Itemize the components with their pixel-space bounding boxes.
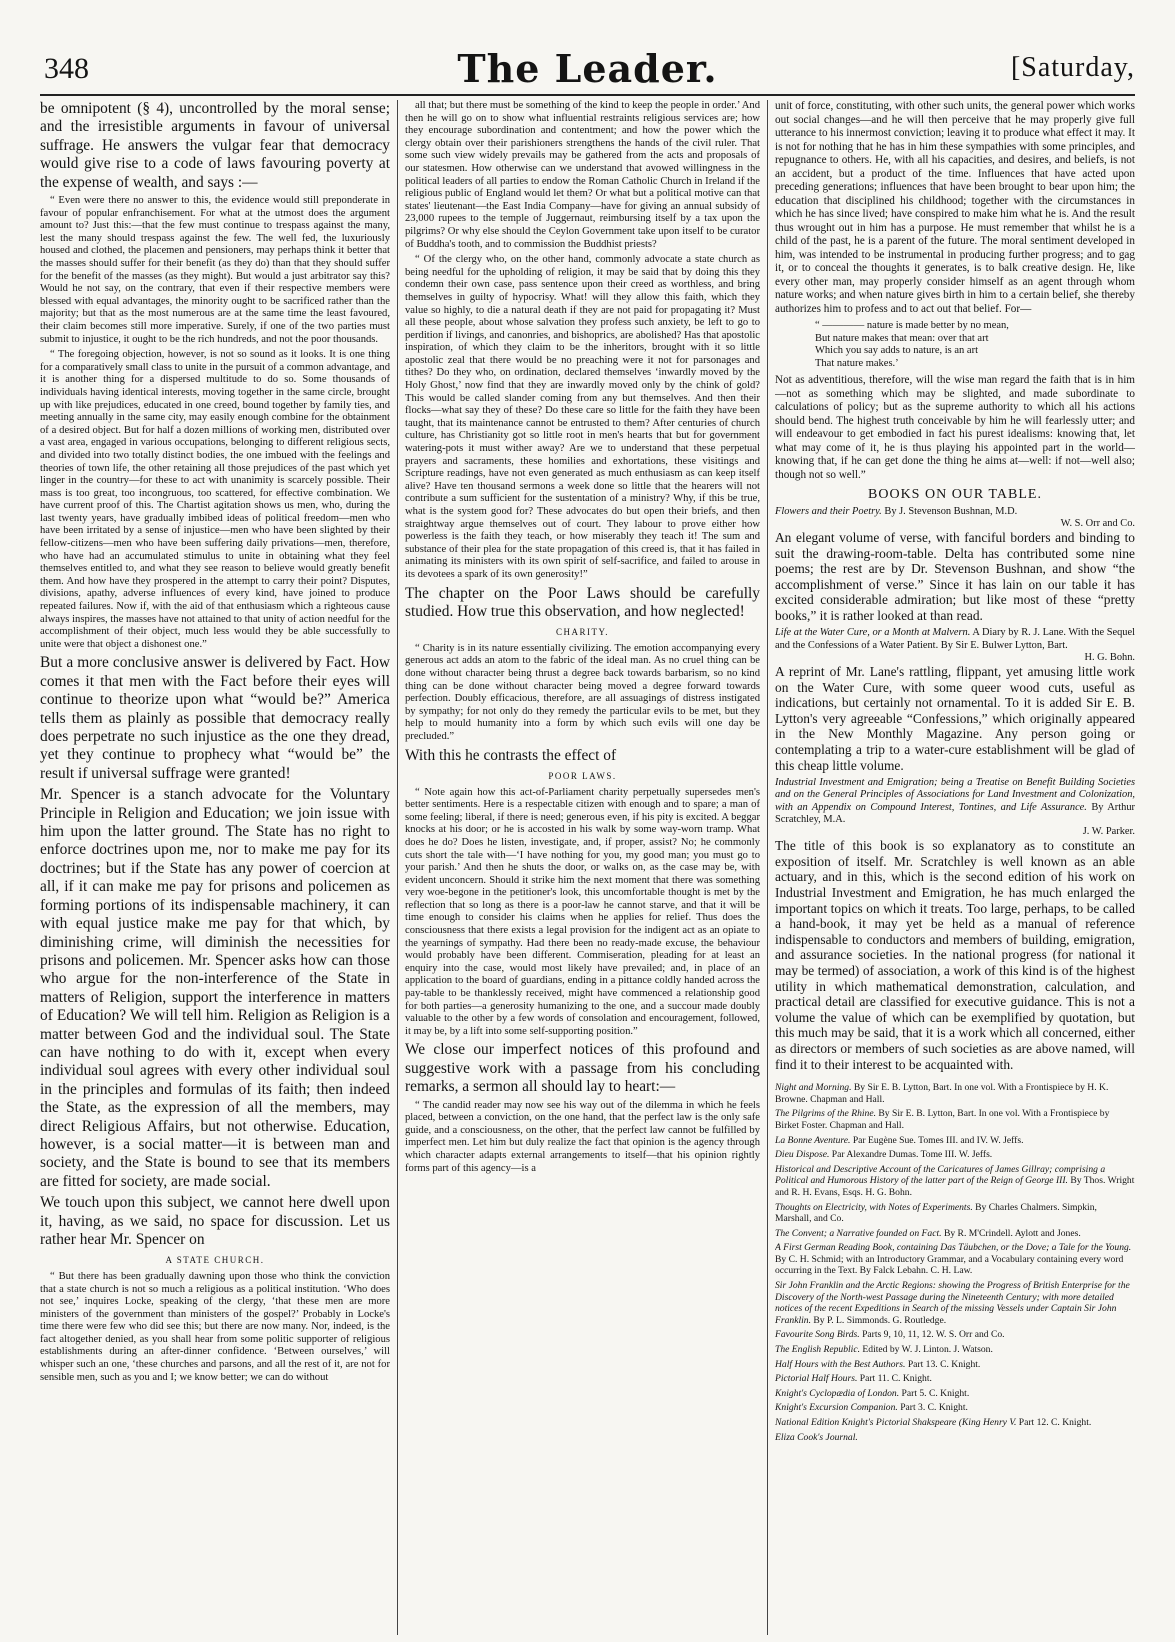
list-item: Knight's Excursion Companion. Part 3. C. Knight.	[775, 1402, 968, 1414]
list-item: Thoughts on Electricity, with Notes of Experiments. By Charles Chalmers. Simpkin, Marshall, and Co.	[775, 1201, 1097, 1225]
list-item: The Pilgrims of the Rhine. By Sir E. B. Lytton, Bart. In one vol. With a Frontispiece by Birket Foster. Chapman and Hall.	[775, 1108, 1110, 1131]
page-number: 348	[44, 52, 89, 85]
book-publisher: W. S. Orr and Co.	[1060, 517, 1135, 529]
verse-line: But nature makes that mean: over that art	[815, 332, 989, 344]
subheading: POOR LAWS.	[548, 771, 617, 782]
quotation: “ Note again how this act-of-Parliament charity perpetually supersedes men's better sentiments. Here is a respectable citizen with enough and to spare; a man of some feeling; liberal, if there is need; generous even, if his pity is excited. A beggar knocks at his door; or he is accosted in his walk by some way-worn tramp. What does he do? Does he listen, investigate, and, if proper, assist? No; he commonly cuts short the tale with—‘I have nothing for you, my good man; you must go to your parish.’ And then he shuts the door, or walks on, as the case may be, with evident unconcern. Should it strike him the next moment that there was something very woe-begone in the petitioner's look, this uncomfortable thought is met by the reflection that so long as there is a poor-law he cannot starve, and that it will be time enough to consider his claims when he applies for relief. Thus does the consciousness that there exists a legal provision for the indigent act as an opiate to the yearnings of sympathy. Had there been no ready-made excuse, the behaviour would probably have been different. Commiseration, pleading for at least an enquiry into the case, would most likely have prevailed; and, in place of an application to the board of guardians, ending in a pittance coldly handed across the pay-table to be thanklessly received, might have commenced a relationship good for both parties—a generosity humanizing to the one, and a succour made doubly valuable to the other by a few words of consolation and encouragement, followed, it may be, by a lift into some self-supporting position.”	[405, 786, 760, 1037]
verse-quote	[775, 320, 1135, 370]
list-item: Knight's Cyclopædia of London. Part 5. C. Knight.	[775, 1387, 970, 1399]
paragraph: Not as adventitious, therefore, will the wise man regard the faith that is in him—not as something which may be slighted, and made subordinate to calculations of policy; but as the supreme authority to which all his actions should bend. The highest truth conceivable by him he will fearlessly utter; and will endeavour to get embodied in fact his purest idealisms: knowing that, let what may come of it, he is thus playing his appointed part in the world—knowing that, if he can get done the thing he aims at—well: if not—well also; though not so well.”	[775, 374, 1135, 481]
newspaper-title: The Leader.	[457, 46, 718, 91]
review-text: A reprint of Mr. Lane's rattling, flippant, yet amusing little work on the Water Cure, with some queer wood cuts, useful as indications, but certainly not ornamental. To it is added Sir E. B. Lytton's very agreeable “Confessions,” which originally appeared in the New Monthly Magazine. Any person going or contemplating a trip to a water-cure establishment will be glad of this cheap little volume.	[775, 664, 1135, 773]
paragraph: unit of force, constituting, with other such units, the general power which works out social changes—and he will then perceive that he may properly give full utterance to his innermost conviction; leaving it to produce what effect it may. It is not for nothing that he has in him these sympathies with some principles, and repugnance to others. He, with all his capacities, and desires, and beliefs, is not an accident, but a product of the time. Influences that have acted upon preceding generations; influences that have been brought to bear upon him; the education that disciplined his childhood; together with the circumstances in which he has since lived; have conspired to make him what he is. And the result thus wrought out in him has a purpose. He must remember that whilst he is a child of the past, he is a parent of the future. The moral sentiment developed in him, was intended to be instrumental in producing further progress; and to gag it, or to conceal the thoughts it generates, is to balk creative design. He, like every other man, may properly consider himself as an agent through whom nature works; and when nature gives birth in him to a certain belief, she thereby authorizes him to profess and to act out that belief. For—	[775, 100, 1135, 315]
section-heading: BOOKS ON OUR TABLE.	[868, 487, 1042, 502]
quotation: “ Of the clergy who, on the other hand, commonly advocate a state church as being needful for the upholding of religion, it may be said that by doing this they condemn their own case, pass sentence upon their creed as worthless, and bring themselves in guilty of hypocrisy. What! will they allow this faith, which they value so highly, to die a natural death if they are not paid for propagating it? Must all these people, about whose salvation they profess such anxiety, be left to go to perdition if livings, and canonries, and bishoprics, are abolished? Has that apostolic inspiration, of which they claim to be the inheritors, brought with it so little apostolic zeal that there would be no preaching were it not for parsonages and tithes? Do they who, on ordination, declared themselves ‘inwardly moved by the Holy Ghost,’ now find that they are inwardly moved only by the chink of gold? This would be called slander coming from any but themselves. And then their flocks—what say they of these? Do these care so little for the faith they have been taught, that its maintenance cannot be entrusted to them? After centuries of church culture, has Christianity got so little root in men's hearts that but for government watering-pots it must wither away? Are we to understand that these perpetual prayers and sacraments, these homilies and exhortations, these visitings and Scripture readings, have not even generated as much enthusiasm as can keep itself alive? Have ten thousand sermons a week done so little that the hearers will not contribute a sum sufficient for the sustentation of a ministry? Why, if this be true, what is the system good for? These advocates do but open their briefs, and then straightway argue themselves out of court. They labour to prove either how powerless is the faith they teach, or how miserably they teach it! The sum and substance of their plea for the state propagation of this creed is, that it has failed in animating its ministers with its own spirit of self-sacrifice, and failed to arouse in its devotees a spark of its own generosity!”	[405, 254, 760, 580]
book-author: A Diary by R. J. Lane. With the Sequel and the Confessions of a Water Patient. By Sir E. Bulwer Lytton, Bart.	[775, 627, 1135, 651]
quotation: “ The candid reader may now see his way out of the dilemma in which he feels placed, between a conviction, on the one hand, that the perfect law is the only safe guide, and a consciousness, on the other, that the perfect law cannot be fulfilled by imperfect men. Let him but duly realize the fact that opinion is the agency through which character adapts external arrangements to itself—that his opinion rightly forms part of this agency—is a	[405, 1099, 760, 1174]
books-received-list	[775, 1082, 1135, 1443]
masthead-rule	[40, 94, 1135, 96]
quotation: all that; but there must be something of the kind to keep the people in order.’ And then he will go on to show what influential restraints religious services are; how they encourage subordination and contentment; and how the power which the clergy obtain over their parishioners strengthens the hands of the civil ruler. That some such view widely prevails may be gathered from the acts and proposals of our statesmen. How otherwise can we understand that avowed willingness in the political leaders of all parties to endow the Roman Catholic Church in Ireland if the religious public of England would let them? Or what but a political motive can that states' lieutenant—the East India Company—have for giving an annual subsidy of 23,000 rupees to the temple of Juggernaut, reimbursing itself by a tax upon the pilgrims? Or why else should the Ceylon Government take upon itself to be curator of Buddha's tooth, and to commission the Buddhist priests?	[405, 100, 760, 250]
column-divider	[397, 100, 398, 1635]
quotation: “ Charity is in its nature essentially civilizing. The emotion accompanying every generous act adds an atom to the fabric of the ideal man. As no cruel thing can be done without character being thrust a degree back towards barbarism, so no kind thing can be done without character being moved a degree forward towards perfection. Doubly efficacious, therefore, are all assuagings of distress instigated by sympathy; for not only do they remedy the particular evils to be met, but they help to mould humanity into a form by which such evils will one day be precluded.”	[405, 642, 760, 743]
list-item: The English Republic. Edited by W. J. Linton. J. Watson.	[775, 1344, 993, 1356]
column-1	[40, 100, 390, 1640]
subheading: CHARITY.	[555, 627, 610, 638]
book-title: Industrial Investment and Emigration; being a Treatise on Benefit Building Societies and on the General Principles of Associations for Land Investment and Colonization, with an Appendix on Compound Interest, Tontines, and Life Assurance.	[775, 777, 1135, 813]
list-item: Sir John Franklin and the Arctic Regions: showing the Progress of British Enterprise for the Discovery of the North-west Passage during the Nineteenth Century; with more detailed notices of the recent Expeditions in Search of the missing Vessels under Captain Sir John Franklin. By P. L. Simmonds. G. Routledge.	[775, 1280, 1130, 1326]
paragraph: But a more conclusive answer is delivered by Fact. How comes it that men with the Fact before their eyes will continue to theorize upon what “would be?” America tells them as plainly as possible that democracy really does perpetrate no such injustice as the one they dread, yet they continue to prophecy what “would be” the result if universal suffrage were granted!	[40, 654, 390, 782]
book-publisher: H. G. Bohn.	[1084, 651, 1135, 663]
list-item: La Bonne Aventure. Par Eugène Sue. Tomes III. and IV. W. Jeffs.	[775, 1134, 1024, 1146]
list-item: The Convent; a Narrative founded on Fact. By R. M'Crindell. Aylott and Jones.	[775, 1227, 1081, 1239]
quotation: “ But there has been gradually dawning upon those who think the conviction that a state church is not so much a religious as a political institution. ‘Who does not see,’ inquires Locke, speaking of the clergy, ‘that these men are more ministers of the government than ministers of the gospel?’ Probably in Locke's time there were few who did see this; but there are now many. Nor, indeed, is the fact altogether denied, as you shall hear from some politic supporter of religious establishments during an after-dinner confidence. ‘Between ourselves,’ will whisper such an one, ‘these churches and parsons, and all the rest of it, are not for sensible men, such as you and I; we know better; we can do without	[40, 1270, 390, 1383]
column-2	[405, 100, 760, 1640]
quotation: “ The foregoing objection, however, is not so sound as it looks. It is one thing for a comparatively small class to unite in the pursuit of a common advantage, and it is another thing for a dispersed multitude to do so. Some thousands of individuals having identical interests, moving together in the same circle, brought up with like prejudices, educated in one creed, bound together by family ties, and meeting annually in the same city, may easily enough combine for the obtainment of a desired object. But for half a dozen millions of working men, distributed over a vast area, engaged in various occupations, belonging to different religious sects, and divided into two totally distinct bodies, the one imbued with the feelings and theories of town life, the other retaining all those prejudices of the past which yet linger in the country—for these to act with unanimity is scarcely possible. Their mass is too great, too incongruous, too scattered, for effective combination. We have current proof of this. The Chartist agitation shows us men, who, during the last twenty years, have gradually imbibed ideas of political freedom—men who have been irritated by a sense of injustice—men who have been slighted by their fellow-citizens—men who have been suffering daily privations—men, therefore, who have had an accumulated stimulus to unite in obtaining what they feel themselves entitled to, and what they see reason to believe would greatly benefit them. And how have they prospered in the attempt to carry their point? Disputes, divisions, apathy, adverse influences of every kind, have joined to produce repeated failures. Now if, with the aid of that enthusiasm which a righteous cause always inspires, the masses have not attained to that unity of action needful for the accomplishment of their object, much less would they be able successfully to unite were that object a dishonest one.”	[40, 349, 390, 650]
list-item: Night and Morning. By Sir E. B. Lytton, Bart. In one vol. With a Frontispiece by H. K. Browne. Chapman and Hall.	[775, 1082, 1109, 1105]
verse-line: “ ———— nature is made better by no mean,	[815, 320, 1009, 331]
list-item: Historical and Descriptive Account of the Caricatures of James Gillray; comprising a Political and Humorous History of the latter part of the Reign of George III. By Thos. Wright and R. H. Evans, Esqs. H. G. Bohn.	[775, 1163, 1135, 1198]
column-divider	[767, 100, 768, 1635]
list-item: National Edition Knight's Pictorial Shakspeare (King Henry V. Part 12. C. Knight.	[775, 1417, 1092, 1428]
review-text: The title of this book is so explanatory as to constitute an exposition of itself. Mr. Scratchley is well known as an able actuary, and in this, which is the second edition of his work on Industrial Investment and Emigration, he has much enlarged the important topics on which it treats. Too large, perhaps, to be called a hand-book, it may yet be held as a manual of reference indispensable to conductors and members of building, emigration, and assurance societies. In the national progress (for national it may be termed) of association, a work of this kind is of the highest utility in which mathematical demonstration, calculation, and practical detail are classified for executive guidance. This is not a volume the value of which can be exemplified by quotation, but this much may be said, that it is a work which all concerned, either as directors or members of such societies as are above named, will find it to their interest to be acquainted with.	[775, 838, 1135, 1072]
paragraph: Mr. Spencer is a stanch advocate for the Voluntary Principle in Religion and Education; we join issue with him upon the latter ground. The State has no right to enforce doctrines upon me, nor to make me pay for its doctrines; but if the State has any power of coercion at all, if it can make me pay for prisons and policemen as forming portions of its indispensable machinery, it can with equal justice make me pay for that which, by diminishing crime, will diminish the necessities for prisons and policemen. Mr. Spencer asks how can those who argue for the non-interference of the State in matters of Religion, support the interference in matters of Education? We will tell him. Religion as Religion is a matter between God and the individual soul. The State can have nothing to do with it, except when every individual soul agrees with every other individual soul in the principles and formulas of its faith; then indeed the State, as the expression of all the members, may direct Religious Affairs, but not otherwise. Education, however, is a social matter—it is between man and society, and the State is bound to see that its members are fitted for society, are made social.	[40, 786, 390, 1190]
list-item: Favourite Song Birds. Parts 9, 10, 11, 12. W. S. Orr and Co.	[775, 1329, 1005, 1341]
book-title: Flowers and their Poetry.	[775, 505, 882, 517]
book-author: By J. Stevenson Bushnan, M.D.	[884, 505, 1018, 517]
book-review	[775, 777, 1135, 1072]
list-item: Eliza Cook's Journal.	[775, 1431, 858, 1443]
verse-line: That nature makes.’	[815, 357, 899, 369]
book-publisher: J. W. Parker.	[1082, 826, 1135, 838]
book-title: Life at the Water Cure, or a Month at Malvern.	[775, 627, 971, 639]
book-author: By Arthur Scratchley, M.A.	[775, 801, 1135, 825]
issue-day: [Saturday,	[1010, 52, 1135, 83]
book-review	[775, 627, 1135, 773]
paragraph: With this he contrasts the effect of	[405, 746, 617, 764]
paragraph: be omnipotent (§ 4), uncontrolled by the moral sense; and the irresistible arguments in favour of universal suffrage. He answers the vulgar fear that democracy would give rise to a code of laws favouring poverty at the expense of wealth, and says :—	[40, 100, 390, 191]
review-text: An elegant volume of verse, with fanciful borders and binding to suit the drawing-room-table. Delta has contributed some nine poems; the rest are by Dr. Stevenson Bushnan, and show “the accomplishment of verse.” Since it has lain on our table it has excited considerable admiration; but like most of these “pretty books,” it is rather looked at than read.	[775, 529, 1135, 623]
paragraph: We touch upon this subject, we cannot here dwell upon it, having, as we said, no space for discussion. Let us rather hear Mr. Spencer on	[40, 1194, 390, 1248]
paragraph: We close our imperfect notices of this profound and suggestive work with a passage from his concluding remarks, a sermon all should lay to heart:—	[405, 1041, 760, 1096]
column-3	[775, 100, 1135, 1640]
book-review	[775, 506, 1135, 624]
list-item: Half Hours with the Best Authors. Part 13. C. Knight.	[775, 1358, 981, 1370]
subheading: A STATE CHURCH.	[165, 1255, 265, 1266]
list-item: Dieu Dispose. Par Alexandre Dumas. Tome III. W. Jeffs.	[775, 1149, 993, 1161]
list-item: Pictorial Half Hours. Part 11. C. Knight.	[775, 1373, 932, 1385]
quotation: “ Even were there no answer to this, the evidence would still preponderate in favour of popular enfranchisement. For what at the utmost does the argument amount to? Just this:—that the few must continue to trespass against the many, lest the many should trespass against the few. The well fed, the luxuriously housed and clothed, the placemen and pensioners, may perhaps think it better that the masses should suffer for their benefit (as they do) than that they should suffer for the benefit of the masses (as they might). But would a just arbitrator say this? Would he not say, on the contrary, that even if their respective members were blessed with equal advantages, the minority ought to be sacrificed rather than the majority; but that as the most numerous are at the same time the least favoured, their claim becomes still more imperative. Surely, if one of the two parties must submit to injustice, it ought to be the rich hundreds, and not the poor thousands.	[40, 195, 390, 345]
masthead	[40, 44, 1135, 94]
list-item: A First German Reading Book, containing Das Täubchen, or the Dove; a Tale for the Young. By C. H. Schmid; with an Introductory Grammar, and a Vocabulary containing every word occurring in the Text. By Falck Lebahn. C. H. Law.	[775, 1242, 1132, 1277]
verse-line: Which you say adds to nature, is an art	[815, 345, 978, 356]
paragraph: The chapter on the Poor Laws should be carefully studied. How true this observation, and how neglected!	[405, 584, 760, 620]
